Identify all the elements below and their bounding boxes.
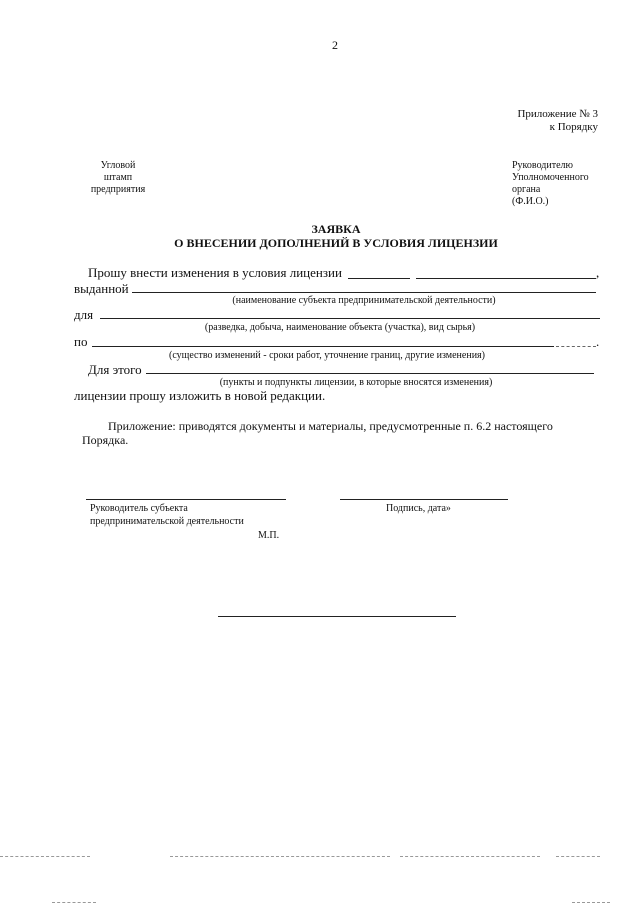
page-number: 2 [332, 38, 338, 52]
scan-artifact-line [556, 856, 600, 857]
title-line-2: О ВНЕСЕНИИ ДОПОЛНЕНИЙ В УСЛОВИЯ ЛИЦЕНЗИИ [174, 236, 498, 250]
closing-text: лицензии прошу изложить в новой редакции. [74, 388, 326, 403]
stamp-line-2: штамп [103, 172, 133, 183]
sign-date-label: Подпись, дата» [386, 503, 451, 514]
for-label: для [74, 307, 94, 322]
clauses-field[interactable] [146, 373, 594, 374]
addressee-line-4: (Ф.И.О.) [512, 196, 549, 207]
clauses-hint: (пункты и подпункты лицензии, в которые вносятся изменения) [219, 377, 493, 388]
attachment-line-2: Порядка. [82, 433, 129, 447]
addressee-line-3: органа [512, 184, 541, 195]
appendix-reference [517, 108, 598, 134]
by-label: по [74, 334, 88, 349]
appendix-line-1: Приложение № 3 [517, 108, 598, 120]
scan-artifact-line [400, 856, 540, 857]
appendix-line-2: к Порядку [549, 121, 598, 133]
signature-date-line[interactable] [340, 499, 508, 500]
scan-artifact-line [0, 856, 90, 857]
scan-artifact-line [170, 856, 390, 857]
document-title [0, 222, 640, 250]
scan-artifact-line [572, 902, 610, 903]
stamp-line-3: предприятия [90, 184, 146, 195]
corner-stamp [78, 160, 158, 196]
period: . [596, 334, 600, 349]
head-label-line-1: Руководитель субъекта [90, 503, 188, 514]
issued-field[interactable] [132, 292, 596, 293]
purpose-field[interactable] [100, 318, 600, 319]
license-series-field[interactable] [416, 278, 596, 279]
stamp-line-1: Угловой [100, 160, 136, 171]
therefore-label: Для этого [88, 362, 142, 377]
license-number-field[interactable] [348, 278, 410, 279]
purpose-hint: (разведка, добыча, наименование объекта (участка), вид сырья) [204, 322, 476, 333]
comma: , [596, 265, 600, 280]
request-text: Прошу внести изменения в условия лицензии [88, 265, 342, 280]
title-line-1: ЗАЯВКА [311, 222, 361, 236]
head-signature-line[interactable] [86, 499, 286, 500]
changes-field[interactable] [92, 346, 554, 347]
issued-label: выданной [74, 281, 129, 296]
attachment-line-1: Приложение: приводятся документы и материалы, предусмотренные п. 6.2 настоящего [108, 419, 553, 433]
addressee-line-1: Руководителю [512, 160, 573, 171]
end-rule [218, 616, 456, 617]
issued-hint: (наименование субъекта предпринимательской деятельности) [232, 295, 496, 306]
head-label-line-2: предпринимательской деятельности [90, 516, 244, 527]
scan-artifact-line [52, 902, 96, 903]
seal-label: М.П. [258, 530, 280, 541]
changes-field-tail [556, 346, 596, 347]
changes-hint: (существо изменений - сроки работ, уточнение границ, другие изменения) [169, 350, 485, 361]
addressee-block [512, 160, 589, 208]
addressee-line-2: Уполномоченного [512, 172, 589, 183]
